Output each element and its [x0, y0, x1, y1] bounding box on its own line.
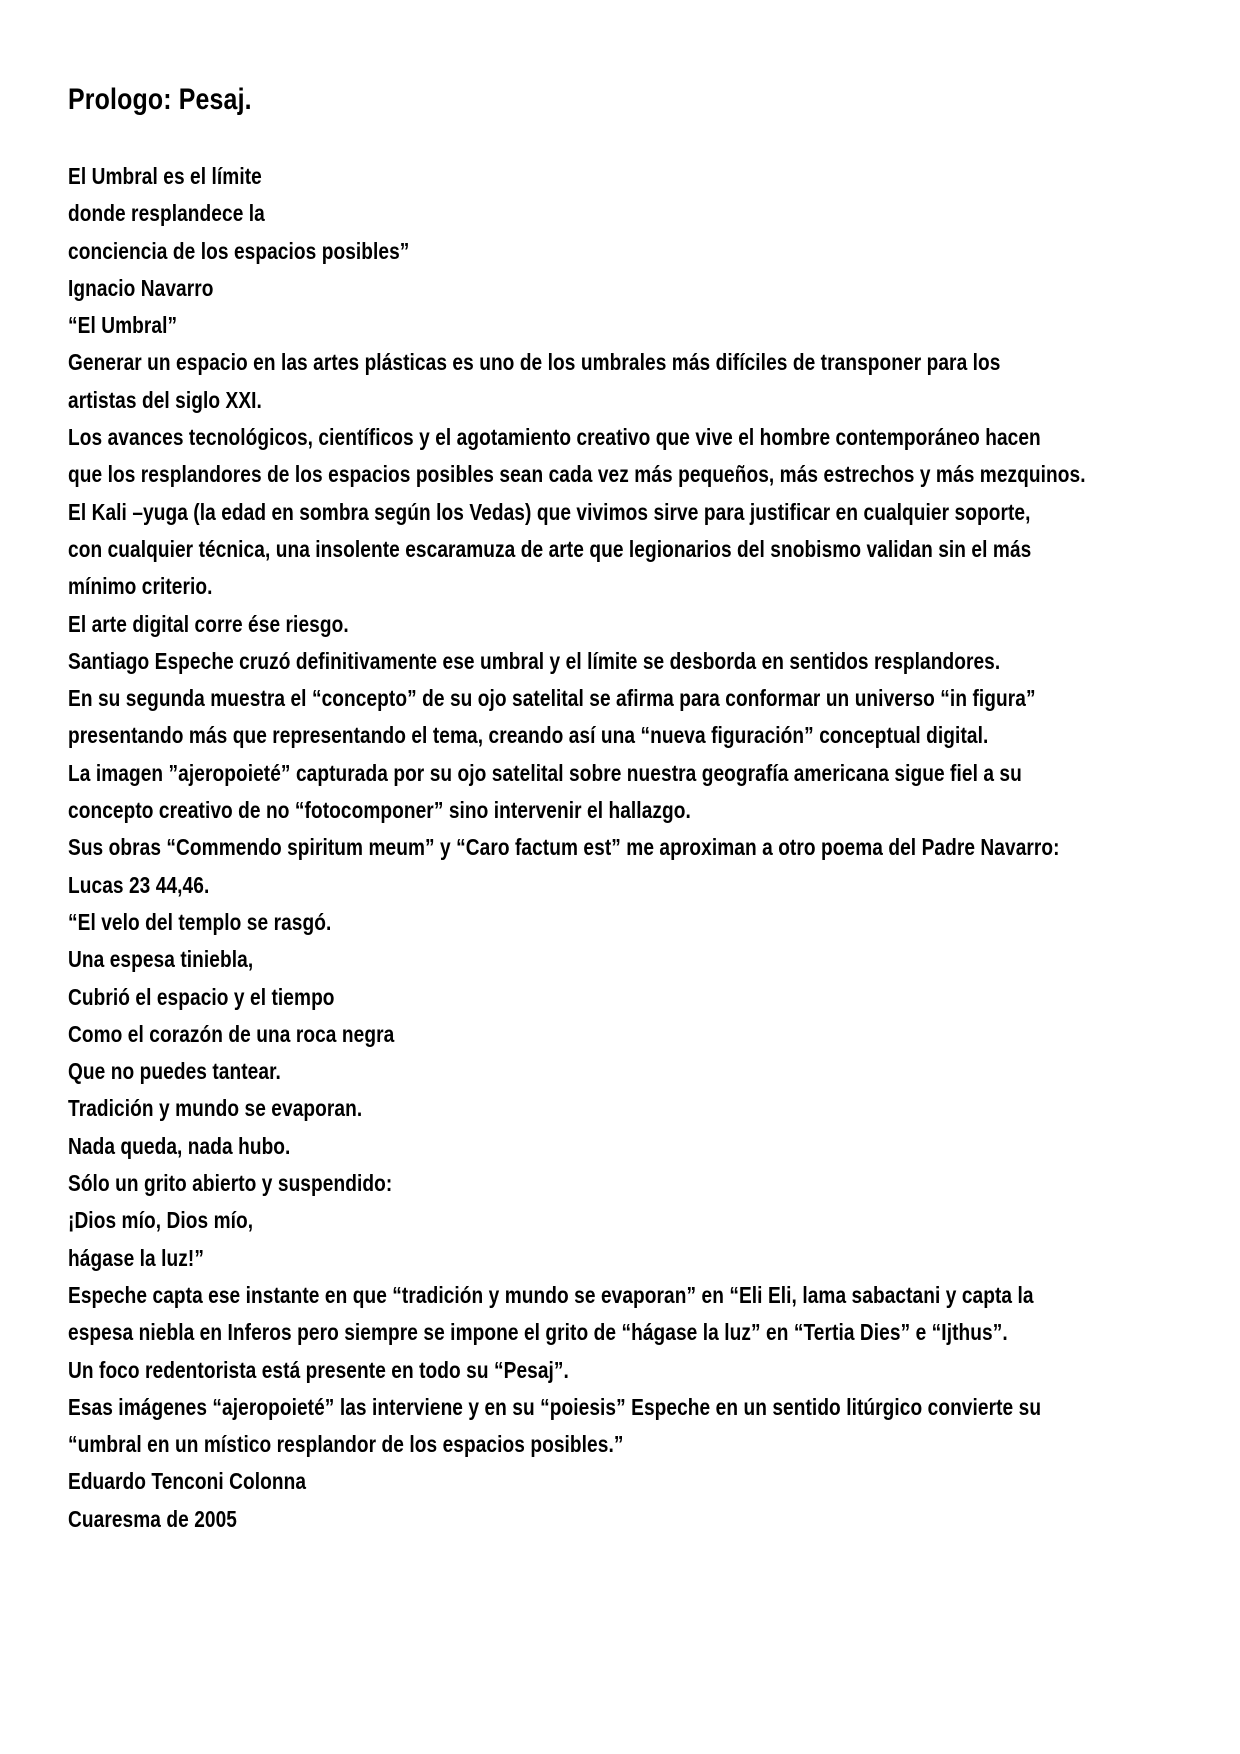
text-line: Los avances tecnológicos, científicos y el agotamiento creativo que vive el hombre contemporáneo hacen [68, 424, 1041, 451]
text-line: Lucas 23 44,46. [68, 871, 210, 898]
text-line: artistas del siglo XXI. [68, 386, 262, 413]
text-line: Ignacio Navarro [68, 274, 214, 301]
text-line: Esas imágenes “ajeropoieté” las interviene y en su “poiesis” Espeche en un sentido litúrgico convierte su [68, 1393, 1042, 1420]
text-line: Tradición y mundo se evaporan. [68, 1095, 363, 1122]
text-line: El arte digital corre ése riesgo. [68, 610, 349, 637]
text-line: “El velo del templo se rasgó. [68, 908, 332, 935]
text-line: Generar un espacio en las artes plásticas es uno de los umbrales más difíciles de transponer para los [68, 349, 1001, 376]
text-line: mínimo criterio. [68, 573, 213, 600]
text-line: El Umbral es el límite [68, 163, 262, 189]
document-content [68, 78, 1230, 1538]
text-line: Una espesa tiniebla, [68, 946, 254, 973]
text-line: Que no puedes tantear. [68, 1058, 281, 1085]
text-line: Un foco redentorista está presente en todo su “Pesaj”. [68, 1356, 569, 1383]
text-line: Nada queda, nada hubo. [68, 1132, 291, 1159]
text-line: Como el corazón de una roca negra [68, 1020, 395, 1047]
text-line: “umbral en un místico resplandor de los espacios posibles.” [68, 1431, 624, 1458]
text-line: Sólo un grito abierto y suspendido: [68, 1170, 393, 1197]
text-line: que los resplandores de los espacios posibles sean cada vez más pequeños, más estrechos y más mezquinos. [68, 461, 1086, 488]
text-line: hágase la luz!” [68, 1244, 204, 1271]
text-line: con cualquier técnica, una insolente escaramuza de arte que legionarios del snobismo validan sin el más [68, 535, 1032, 562]
text-line: concepto creativo de no “fotocomponer” sino intervenir el hallazgo. [68, 797, 691, 824]
text-line: El Kali –yuga (la edad en sombra según los Vedas) que vivimos sirve para justificar en cualquier soporte, [68, 498, 1031, 525]
text-line: Cuaresma de 2005 [68, 1505, 238, 1532]
text-line: presentando más que representando el tema, creando así una “nueva figuración” conceptual digital. [68, 722, 989, 749]
text-line: Santiago Espeche cruzó definitivamente ese umbral y el límite se desborda en sentidos resplandores. [68, 647, 1001, 674]
text-line: ¡Dios mío, Dios mío, [68, 1207, 254, 1234]
text-line: Sus obras “Commendo spiritum meum” y “Caro factum est” me aproximan a otro poema del Padre Navarro: [68, 834, 1060, 861]
text-line: “El Umbral” [68, 312, 178, 339]
text-line: En su segunda muestra el “concepto” de su ojo satelital se afirma para conformar un universo “in figura” [68, 685, 1036, 712]
document-heading: Prologo: Pesaj. [68, 83, 252, 116]
text-line: Espeche capta ese instante en que “tradición y mundo se evaporan” en “Eli Eli, lama sabactani y capta la [68, 1281, 1034, 1308]
text-line: donde resplandece la [68, 200, 265, 227]
text-line: Eduardo Tenconi Colonna [68, 1468, 307, 1495]
text-line: Cubrió el espacio y el tiempo [68, 983, 335, 1010]
document-body [68, 158, 1230, 1538]
text-line: espesa niebla en Inferos pero siempre se impone el grito de “hágase la luz” en “Tertia Dies” e “Ijthus”. [68, 1319, 1008, 1346]
text-line: La imagen ”ajeropoieté” capturada por su ojo satelital sobre nuestra geografía americana sigue fiel a su [68, 759, 1022, 786]
text-line: conciencia de los espacios posibles” [68, 237, 410, 264]
